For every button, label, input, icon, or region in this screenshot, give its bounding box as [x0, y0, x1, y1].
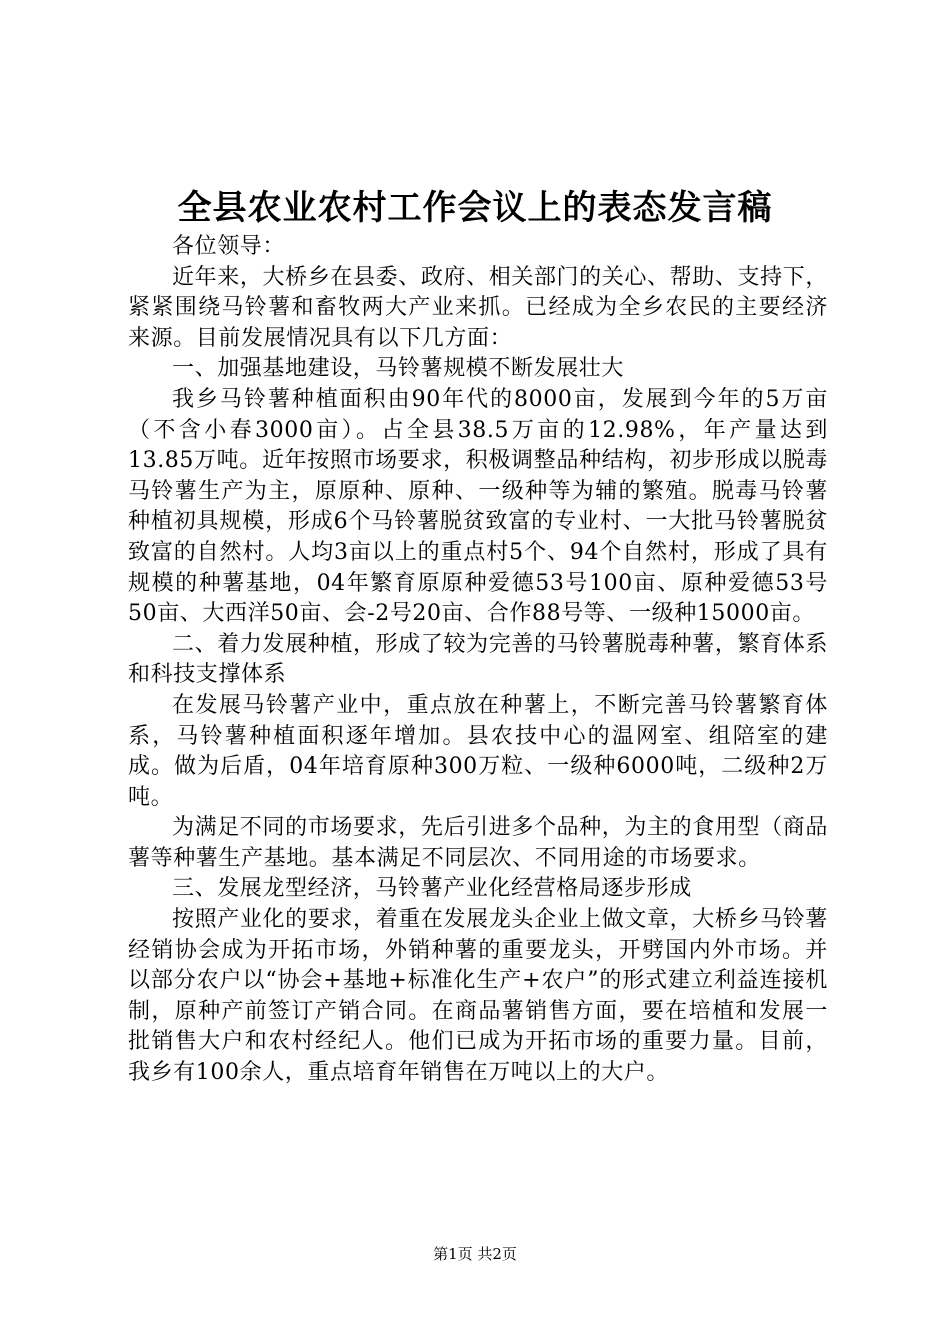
- intro-paragraph: 近年来，大桥乡在县委、政府、相关部门的关心、帮助、支持下，紧紧围绕马铃薯和畜牧两大产业来抓。已经成为全乡农民的主要经济来源。目前发展情况具有以下几方面：: [128, 264, 828, 351]
- document-body: [128, 232, 828, 1089]
- section-2-paragraph-1: 在发展马铃薯产业中，重点放在种薯上，不断完善马铃薯繁育体系，马铃薯种植面积逐年增加。县农技中心的温网室、组陪室的建成。做为后盾，04年培育原种300万粒、一级种6000吨，二级种2万吨。: [128, 692, 828, 810]
- section-heading-2: 二、着力发展种植，形成了较为完善的马铃薯脱毒种薯，繁育体系和科技支撑体系: [128, 631, 828, 688]
- page-number-footer: 第1页 共2页: [433, 1245, 517, 1263]
- section-heading-3: 三、发展龙型经济，马铃薯产业化经营格局逐步形成: [172, 876, 692, 902]
- section-2-paragraph-2: 为满足不同的市场要求，先后引进多个品种，为主的食用型（商品薯等种薯生产基地。基本满足不同层次、不同用途的市场要求。: [128, 815, 828, 871]
- section-heading-1: 一、加强基地建设，马铃薯规模不断发展壮大: [172, 356, 625, 382]
- section-1-paragraph: 我乡马铃薯种植面积由90年代的8000亩，发展到今年的5万亩（不含小春3000亩）。占全县38.5万亩的12.98%，年产量达到13.85万吨。近年按照市场要求，积极调整品种结构，初步形成以脱毒马铃薯生产为主，原原种、原种、一级种等为辅的繁殖。脱毒马铃薯种植初具规模，形成6个马铃薯脱贫致富的专业村、一大批马铃薯脱贫致富的自然村。人均3亩以上的重点村5个、94个自然村，形成了具有规模的种薯基地，04年繁育原原种爱德53号100亩、原种爱德53号50亩、大西洋50亩、会-2号20亩、合作88号等、一级种15000亩。: [128, 386, 828, 627]
- document-title: 全县农业农村工作会议上的表态发言稿: [177, 188, 773, 228]
- section-3-paragraph: 按照产业化的要求，着重在发展龙头企业上做文章，大桥乡马铃薯经销协会成为开拓市场，外销种薯的重要龙头，开劈国内外市场。并以部分农户以“协会+基地+标准化生产+农户”的形式建立利益连接机制，原种产前签订产销合同。在商品薯销售方面，要在培植和发展一批销售大户和农村经纪人。他们已成为开拓市场的重要力量。目前，我乡有100余人，重点培育年销售在万吨以上的大户。: [128, 907, 828, 1086]
- salutation: 各位领导：: [172, 234, 286, 259]
